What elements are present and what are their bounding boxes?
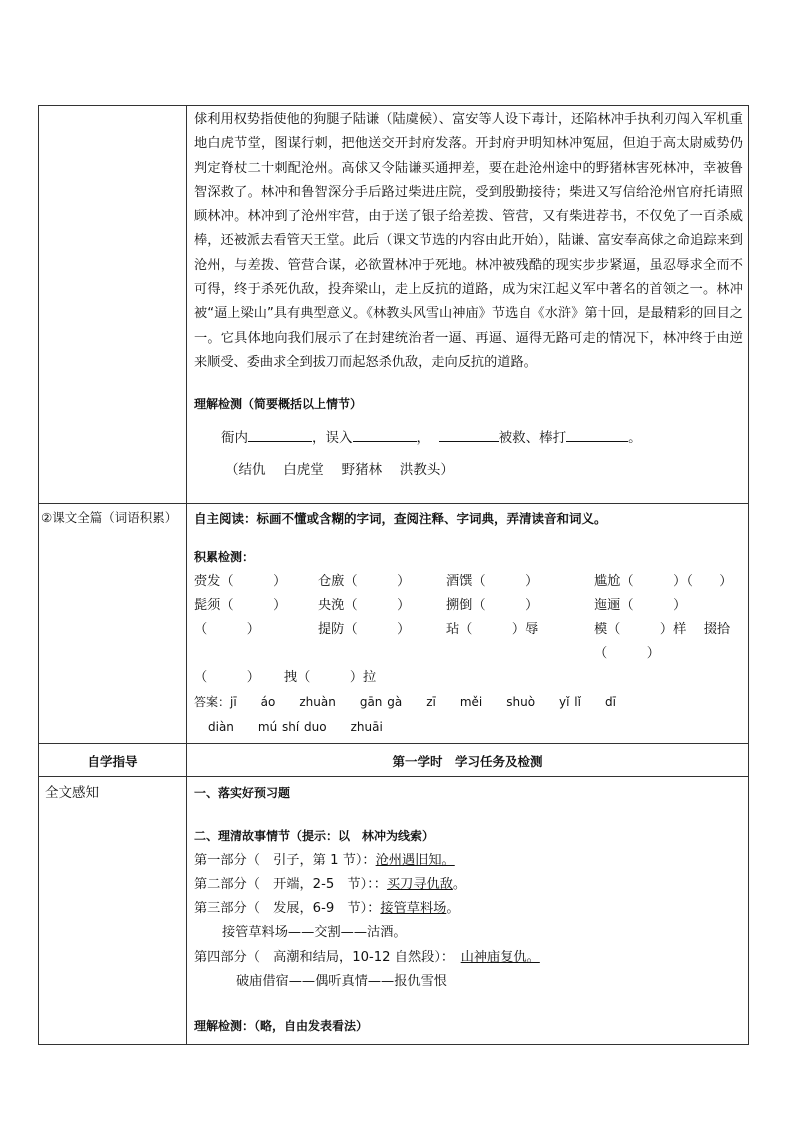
word-item: 赍发（ ） bbox=[194, 573, 287, 589]
word-item: 酒馔（ ） bbox=[446, 573, 539, 589]
row2-content-cell bbox=[187, 504, 749, 744]
word-item: 髭须（ ） bbox=[194, 597, 287, 613]
word-item: 提防（ ） bbox=[318, 621, 411, 637]
hint-words: （结仇 白虎堂 野猪林 洪教头） bbox=[225, 461, 454, 478]
lesson-task-title: 第一学时 学习任务及检测 bbox=[392, 754, 543, 769]
accum-title: 积累检测： bbox=[194, 550, 255, 565]
row4-content-cell bbox=[187, 777, 749, 1045]
table-row-vocabulary bbox=[39, 504, 749, 744]
blank-4[interactable] bbox=[566, 426, 628, 442]
self-study-guide-label: 自学指导 bbox=[87, 754, 138, 769]
perception-check: 理解检测：（略，自由发表看法） bbox=[194, 1019, 369, 1034]
row2-label-cell bbox=[39, 504, 187, 744]
part-2: 第二部分（ 开端，2-5 节）：：买刀寻仇敌。 bbox=[194, 876, 467, 892]
row2-label: ②课文全篇（词语积累） bbox=[41, 510, 178, 525]
row1-label-cell bbox=[39, 106, 187, 504]
table-row-header bbox=[39, 744, 749, 777]
word-last-line: （ ） 拽（ ）拉 bbox=[194, 669, 377, 685]
item-1: 一、落实好预习题 bbox=[194, 786, 291, 800]
part-4-sub: 破庙借宿——偶听真情——报仇雪恨 bbox=[236, 974, 447, 990]
row3-label-cell bbox=[39, 744, 187, 777]
part-1: 第一部分（ 引子，第 1 节）：沧州遇旧知。 bbox=[194, 852, 455, 868]
part-3: 第三部分（ 发展，6-9 节）：接管草料场。 bbox=[194, 901, 460, 917]
perception-label: 全文感知 bbox=[45, 785, 99, 801]
item-2: 二、理清故事情节（提示：以 林冲为线索） bbox=[194, 829, 435, 844]
answer-line-2: diàn mú shí duo zhuāi bbox=[208, 719, 383, 734]
table-row-perception bbox=[39, 777, 749, 1045]
table-row-background bbox=[39, 106, 749, 504]
part-4: 第四部分（ 高潮和结局，10-12 自然段）： 山神庙复仇。 bbox=[194, 949, 540, 965]
word-item: 模（ ）样 掇拾（ ） bbox=[594, 621, 731, 661]
blank-2[interactable] bbox=[353, 426, 417, 442]
word-item: （ ） bbox=[194, 621, 260, 637]
word-item: 迤逦（ ） bbox=[594, 597, 687, 613]
fill-blank-line: 衙内 ，误入 ， 被救、棒打 。 bbox=[187, 417, 748, 450]
row1-content-cell bbox=[187, 106, 749, 504]
word-item: 搠倒（ ） bbox=[446, 597, 539, 613]
lesson-table bbox=[38, 105, 749, 1045]
word-grid bbox=[194, 570, 748, 666]
check-title: 理解检测（简要概括以上情节） bbox=[194, 397, 363, 412]
story-paragraph: 俅利用权势指使他的狗腿子陆谦（陆虞候）、富安等人设下毒计，还陷林冲手执利刃闯入军机重地白虎节堂，图谋行刺，把他送交开封府发落。开封府尹明知林冲冤屈，但迫于高太尉威势仍判定脊杖二十刺配沧州。高俅又令陆谦买通押差，要在赴沧州途中的野猪林害死林冲，幸被鲁智深救了。林冲和鲁智深分手后路过柴进庄院，受到殷勤接待；柴进又写信给沧州官府托请照顾林冲。林冲到了沧州牢营，由于送了银子给差拨、管营，又有柴进荐书，不仅免了一百杀威棒，还被派去看管天王堂。此后（课文节选的内容由此开始），陆谦、富安奉高俅之命追踪来到沧州，与差拨、管营合谋，必欲置林冲于死地。林冲被残酷的现实步步紧逼，虽忍辱求全而不可得，终于杀死仇敌，投奔梁山，走上反抗的道路，成为宋江起义军中著名的首领之一。林冲被“逼上梁山”具有典型意义。《林教头风雪山神庙》节选自《水浒》第十回，是最精彩的回目之一。它具体地向我们展示了在封建统治者一逼、再逼、逼得无路可走的情况下，林冲终于由逆来顺受、委曲求全到拔刀而起怒杀仇敌，走向反抗的道路。 bbox=[194, 112, 743, 370]
word-item: 尴尬（ ）（ ） bbox=[594, 573, 733, 589]
blank-1[interactable] bbox=[248, 426, 312, 442]
row4-label-cell bbox=[39, 777, 187, 1045]
row3-content-cell bbox=[187, 744, 749, 777]
word-item: 仓廒（ ） bbox=[318, 573, 411, 589]
self-read-instruction: 自主阅读：标画不懂或含糊的字词，查阅注释、字词典，弄清读音和词义。 bbox=[194, 511, 607, 526]
word-item: 央浼（ ） bbox=[318, 597, 411, 613]
word-item: 玷（ ）辱 bbox=[446, 621, 539, 637]
blank-3[interactable] bbox=[439, 426, 499, 442]
part-3-sub: 接管草料场——交割——沽酒。 bbox=[222, 925, 407, 941]
answer-line-1: 答案：jī áo zhuàn gān gà zī měi shuò yǐ lǐ dī bbox=[194, 694, 616, 709]
